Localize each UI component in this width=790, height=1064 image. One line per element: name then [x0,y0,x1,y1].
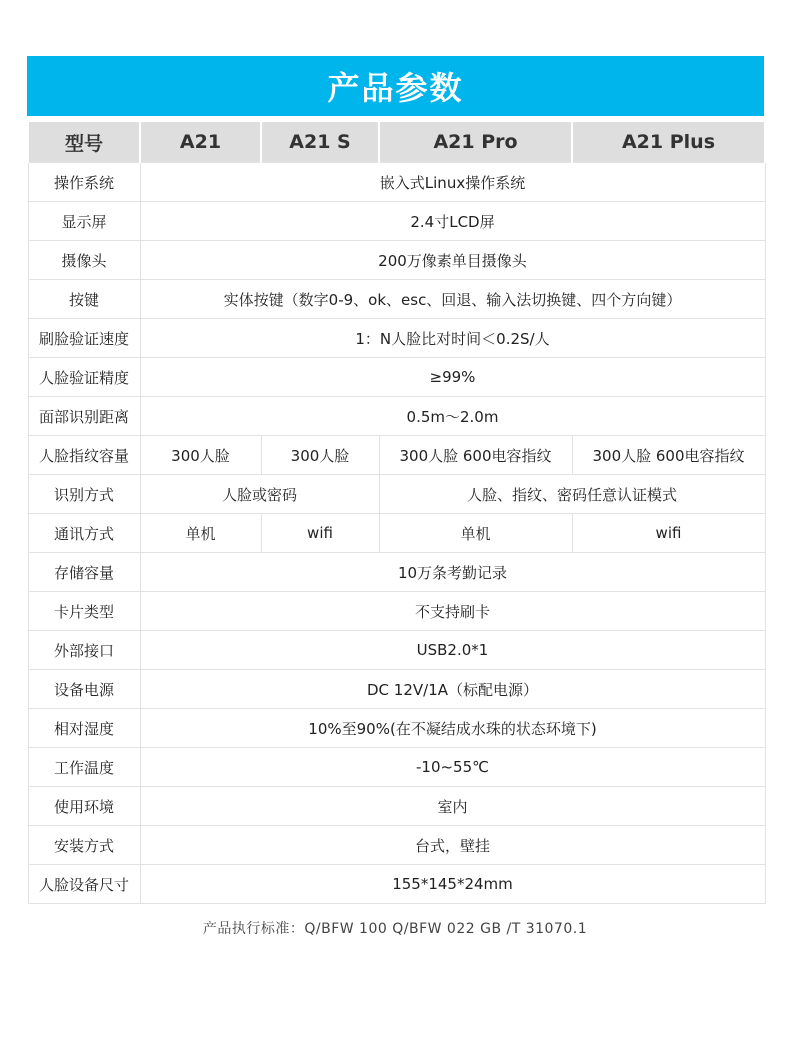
row-label: 人脸验证精度 [28,358,140,397]
row-value: USB2.0*1 [140,631,765,670]
row-value: -10~55℃ [140,748,765,787]
row-value: DC 12V/1A（标配电源） [140,670,765,709]
row-value-a21: 单机 [140,514,261,553]
row-speed [28,319,765,358]
row-storage [28,553,765,592]
row-label: 面部识别距离 [28,397,140,436]
header-model-a21pro: A21 Pro [379,122,572,163]
row-label: 人脸设备尺寸 [28,865,140,904]
row-label: 识别方式 [28,475,140,514]
row-label: 显示屏 [28,202,140,241]
row-label: 存储容量 [28,553,140,592]
row-label: 操作系统 [28,163,140,202]
row-camera [28,241,765,280]
row-power [28,670,765,709]
row-keys [28,280,765,319]
row-label: 人脸指纹容量 [28,436,140,475]
row-value-a21plus: wifi [572,514,765,553]
row-accuracy [28,358,765,397]
row-label: 卡片类型 [28,592,140,631]
row-label: 设备电源 [28,670,140,709]
row-value: 10%至90%(在不凝结成水珠的状态环境下) [140,709,765,748]
header-model-a21s: A21 S [261,122,379,163]
row-value: 155*145*24mm [140,865,765,904]
row-label: 按键 [28,280,140,319]
row-value: 台式，壁挂 [140,826,765,865]
row-card [28,592,765,631]
row-label: 摄像头 [28,241,140,280]
row-install [28,826,765,865]
row-size [28,865,765,904]
header-model-a21plus: A21 Plus [572,122,765,163]
row-label: 通讯方式 [28,514,140,553]
row-label: 使用环境 [28,787,140,826]
row-value: 室内 [140,787,765,826]
row-value-a21s: 300人脸 [261,436,379,475]
row-value: 10万条考勤记录 [140,553,765,592]
row-value-a21pro: 300人脸 600电容指纹 [379,436,572,475]
row-port [28,631,765,670]
header-row [28,122,765,163]
row-capacity [28,436,765,475]
row-comm [28,514,765,553]
row-temperature [28,748,765,787]
row-value-a21plus: 300人脸 600电容指纹 [572,436,765,475]
row-method [28,475,765,514]
row-label: 相对湿度 [28,709,140,748]
row-label: 外部接口 [28,631,140,670]
row-os [28,163,765,202]
row-value: 不支持刷卡 [140,592,765,631]
row-value-advanced: 人脸、指纹、密码任意认证模式 [379,475,765,514]
row-humidity [28,709,765,748]
row-environment [28,787,765,826]
row-value-a21: 300人脸 [140,436,261,475]
row-value: 实体按键（数字0-9、ok、esc、回退、输入法切换键、四个方向键） [140,280,765,319]
row-value: 2.4寸LCD屏 [140,202,765,241]
row-value: ≥99% [140,358,765,397]
row-value: 200万像素单目摄像头 [140,241,765,280]
row-value-a21pro: 单机 [379,514,572,553]
header-model-label: 型号 [28,122,140,163]
row-label: 刷脸验证速度 [28,319,140,358]
row-screen [28,202,765,241]
row-value: 嵌入式Linux操作系统 [140,163,765,202]
spec-banner: 产品参数 [27,56,764,116]
row-value: 1：N人脸比对时间＜0.2S/人 [140,319,765,358]
row-value-basic: 人脸或密码 [140,475,379,514]
row-value: 0.5m～2.0m [140,397,765,436]
row-label: 工作温度 [28,748,140,787]
row-value-a21s: wifi [261,514,379,553]
row-distance [28,397,765,436]
spec-table [27,122,766,904]
row-label: 安装方式 [28,826,140,865]
standards-footnote: 产品执行标准：Q/BFW 100 Q/BFW 022 GB /T 31070.1 [202,921,588,937]
header-model-a21: A21 [140,122,261,163]
